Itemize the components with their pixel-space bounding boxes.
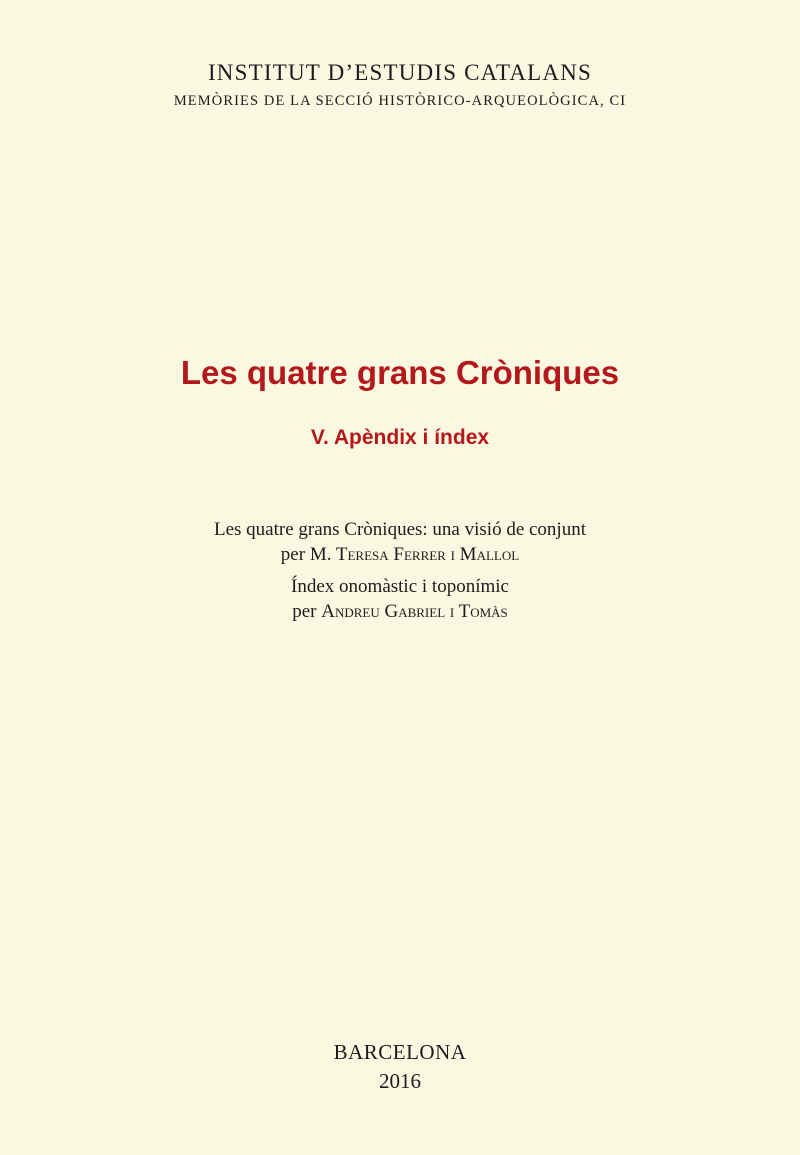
contents-entry	[0, 574, 800, 624]
contents-work-title: Índex onomàstic i toponímic	[291, 576, 509, 597]
contents-block	[0, 517, 800, 631]
institution-name: INSTITUT D’ESTUDIS CATALANS	[207, 60, 593, 85]
by-prefix: per	[280, 544, 306, 565]
volume-subtitle: V. Apèndix i índex	[310, 426, 490, 449]
contents-work-title: Les quatre grans Cròniques: una visió de conjunt	[213, 519, 586, 540]
contents-entry	[0, 517, 800, 567]
by-prefix: per	[292, 601, 317, 622]
contents-author-line	[0, 542, 800, 567]
publication-city: BARCELONA	[333, 1040, 467, 1064]
book-title: Les quatre grans Cròniques	[180, 354, 620, 391]
author-name: M. Teresa Ferrer i Mallol	[309, 544, 520, 565]
series-name: MEMÒRIES DE LA SECCIÓ HISTÒRICO-ARQUEOLÒGICA, CI	[173, 93, 627, 109]
publication-year: 2016	[379, 1069, 421, 1093]
contents-author-line	[0, 599, 800, 624]
author-name: Andreu Gabriel i Tomàs	[321, 601, 508, 622]
